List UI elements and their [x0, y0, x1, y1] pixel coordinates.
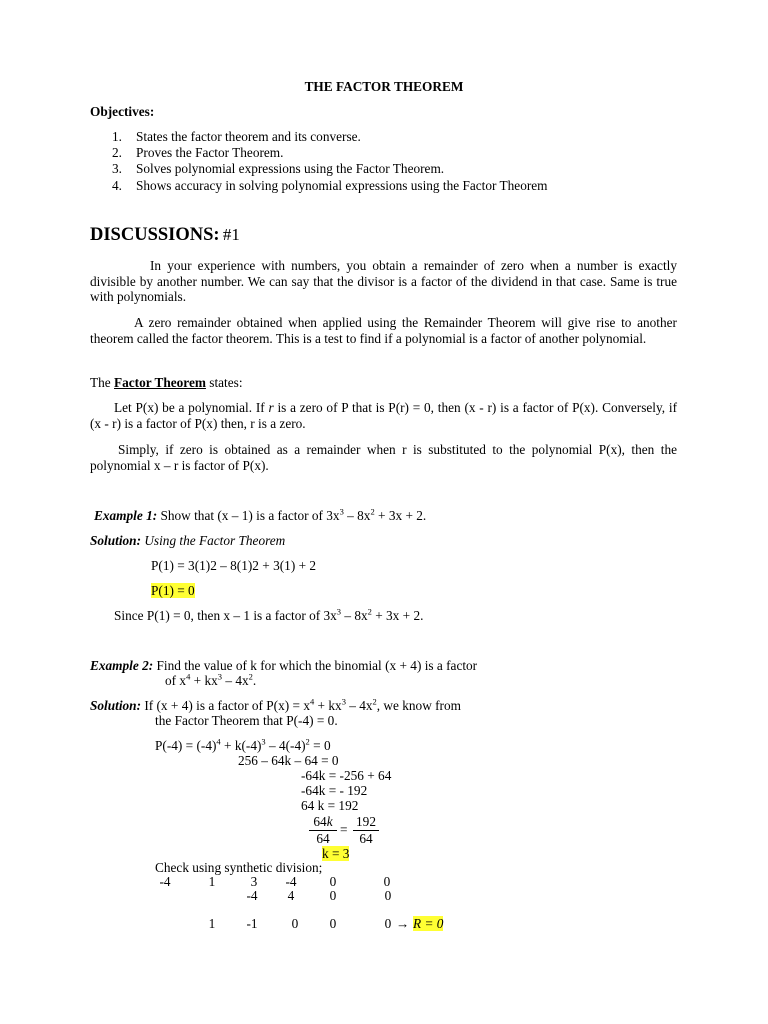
paragraph-2: A zero remainder obtained when applied using the Remainder Theorem will give rise to another theorem called the factor theorem. This is a test to find if a polynomial is a factor of another polynomial. [90, 315, 677, 346]
objective-text: Proves the Factor Theorem. [136, 145, 284, 160]
objective-num: 2. [112, 145, 122, 160]
text: k [326, 814, 333, 829]
example1-conclusion-b: – 8x [341, 608, 368, 623]
fraction-equals: = [340, 822, 348, 837]
fraction-numerator [309, 814, 337, 830]
example1-label: Example 1: [94, 508, 158, 523]
text: + kx [190, 673, 218, 688]
theorem-statement [90, 400, 677, 431]
highlight: P(1) = 0 [151, 583, 195, 598]
highlight: k = 3 [322, 846, 350, 861]
sup: 4 [309, 696, 315, 707]
example2-eq2: 256 – 64k – 64 = 0 [238, 753, 339, 768]
text: = 0 [309, 738, 331, 753]
text: + k(-4) [220, 738, 262, 753]
example2-answer [322, 846, 349, 862]
theorem-intro-suffix: states: [205, 375, 243, 390]
objective-num: 4. [112, 178, 122, 193]
example1-prompt-b: – 8x [343, 508, 371, 523]
example2-solution-line2: the Factor Theorem that P(-4) = 0. [155, 713, 338, 728]
sup: 3 [339, 506, 344, 517]
sup: 2 [372, 696, 377, 707]
sup: 4 [216, 736, 221, 747]
synthetic-cell: 0 [291, 916, 299, 931]
synthetic-cell: 0 [384, 888, 392, 903]
arrow-right-icon: → [396, 916, 410, 931]
fraction-left [309, 814, 337, 846]
synthetic-cell: -4 [285, 874, 297, 889]
discussions-label: DISCUSSIONS: [90, 225, 220, 245]
paragraph-1: In your experience with numbers, you obtain a remainder of zero when a number is exactly divisible by another number. We can say that the divisor is a factor of the dividend in that case. Same is true with polynomials. [90, 258, 677, 304]
theorem-simply: Simply, if zero is obtained as a remainder when r is substituted to the polynomial P(x), then the polynomial x – r is factor of P(x). [90, 442, 677, 473]
example1-conclusion-a: Since P(1) = 0, then x – 1 is a factor of 3x [114, 608, 337, 623]
example2-eq3: -64k = -256 + 64 [301, 768, 392, 783]
text: If (x + 4) is a factor of P(x) = x [141, 698, 310, 713]
synthetic-cell: 4 [287, 888, 295, 903]
text: + kx [314, 698, 342, 713]
example1-solution-method: Using the Factor Theorem [141, 533, 286, 548]
sup: 2 [248, 671, 253, 682]
theorem-term: Factor Theorem [114, 375, 206, 390]
sup: 3 [217, 671, 223, 682]
objective-num: 1. [112, 129, 122, 144]
example1-conclusion [114, 608, 423, 624]
sup: 3 [261, 736, 266, 747]
sup: 2 [305, 736, 310, 747]
example2-prompt-line1 [90, 658, 477, 674]
remainder-result [413, 916, 443, 932]
text: – 4x [345, 698, 373, 713]
synthetic-cell: 0 [329, 888, 337, 903]
sup: 4 [186, 671, 191, 682]
sup: 3 [341, 696, 346, 707]
example2-eq1 [155, 738, 331, 754]
synthetic-cell: 1 [208, 874, 216, 889]
objectives-heading: Objectives: [90, 104, 155, 119]
text: P(-4) = (-4) [155, 738, 217, 753]
synthetic-cell: -4 [246, 888, 258, 903]
theorem-intro-prefix: The [90, 375, 114, 390]
theorem-statement-r: r [268, 400, 274, 415]
fraction-denominator: 64 [353, 830, 379, 847]
theorem-statement-a: Let P(x) be a polynomial. If [114, 400, 269, 415]
fraction-numerator: 192 [356, 814, 376, 829]
text: . [252, 673, 257, 688]
objective-text: States the factor theorem and its converse. [136, 129, 361, 144]
text: 64 [313, 814, 327, 829]
example2-prompt-line2 [165, 673, 256, 689]
text: – 4x [222, 673, 249, 688]
synthetic-cell: 3 [250, 874, 258, 889]
example1-prompt-c: + 3x + 2. [374, 508, 427, 523]
synthetic-cell: 0 [384, 916, 392, 931]
example1-step1: P(1) = 3(1)2 – 8(1)2 + 3(1) + 2 [151, 558, 317, 573]
theorem-statement-b: is a zero of P that is P(r) = 0, then (x - r) is a factor of P(x). Conversely, if (x - r) is a factor of P(x) then, r is a zero. [90, 400, 678, 431]
text: of x [165, 673, 187, 688]
objective-num: 3. [112, 161, 122, 176]
page-title: THE FACTOR THEOREM [304, 79, 464, 94]
example1-prompt-a: Show that (x – 1) is a factor of 3x [157, 508, 340, 523]
text: – 4(-4) [265, 738, 306, 753]
synthetic-cell: 0 [329, 874, 337, 889]
example1-prompt [94, 508, 426, 524]
example2-eq5: 64 k = 192 [301, 798, 359, 813]
example2-label: Example 2: [90, 658, 154, 673]
sup: 3 [336, 606, 342, 617]
sup: 2 [367, 606, 372, 617]
check-label: Check using synthetic division; [155, 860, 323, 875]
synthetic-cell: -1 [246, 916, 258, 931]
theorem-intro [90, 375, 243, 391]
example2-solution-line1 [90, 698, 461, 714]
example2-solution-label: Solution: [90, 698, 141, 713]
synthetic-cell: -4 [159, 874, 171, 889]
objective-text: Solves polynomial expressions using the Factor Theorem. [136, 161, 445, 176]
example2-eq4: -64k = - 192 [301, 783, 368, 798]
example1-solution [90, 533, 285, 549]
highlight: R = 0 [413, 916, 444, 931]
discussions-number: #1 [222, 225, 240, 244]
text: , we know from [376, 698, 461, 713]
fraction-right [353, 814, 379, 846]
fraction-denominator: 64 [309, 830, 337, 847]
example1-conclusion-c: + 3x + 2. [371, 608, 424, 623]
sup: 2 [370, 506, 375, 517]
synthetic-cell: 1 [208, 916, 216, 931]
discussions-heading [90, 227, 240, 244]
objective-text: Shows accuracy in solving polynomial expressions using the Factor Theorem [136, 178, 548, 193]
example1-step2 [151, 583, 195, 599]
example1-solution-label: Solution: [90, 533, 141, 548]
example2-prompt-text: Find the value of k for which the binomial (x + 4) is a factor [153, 658, 478, 673]
synthetic-cell: 0 [329, 916, 337, 931]
synthetic-cell: 0 [383, 874, 391, 889]
